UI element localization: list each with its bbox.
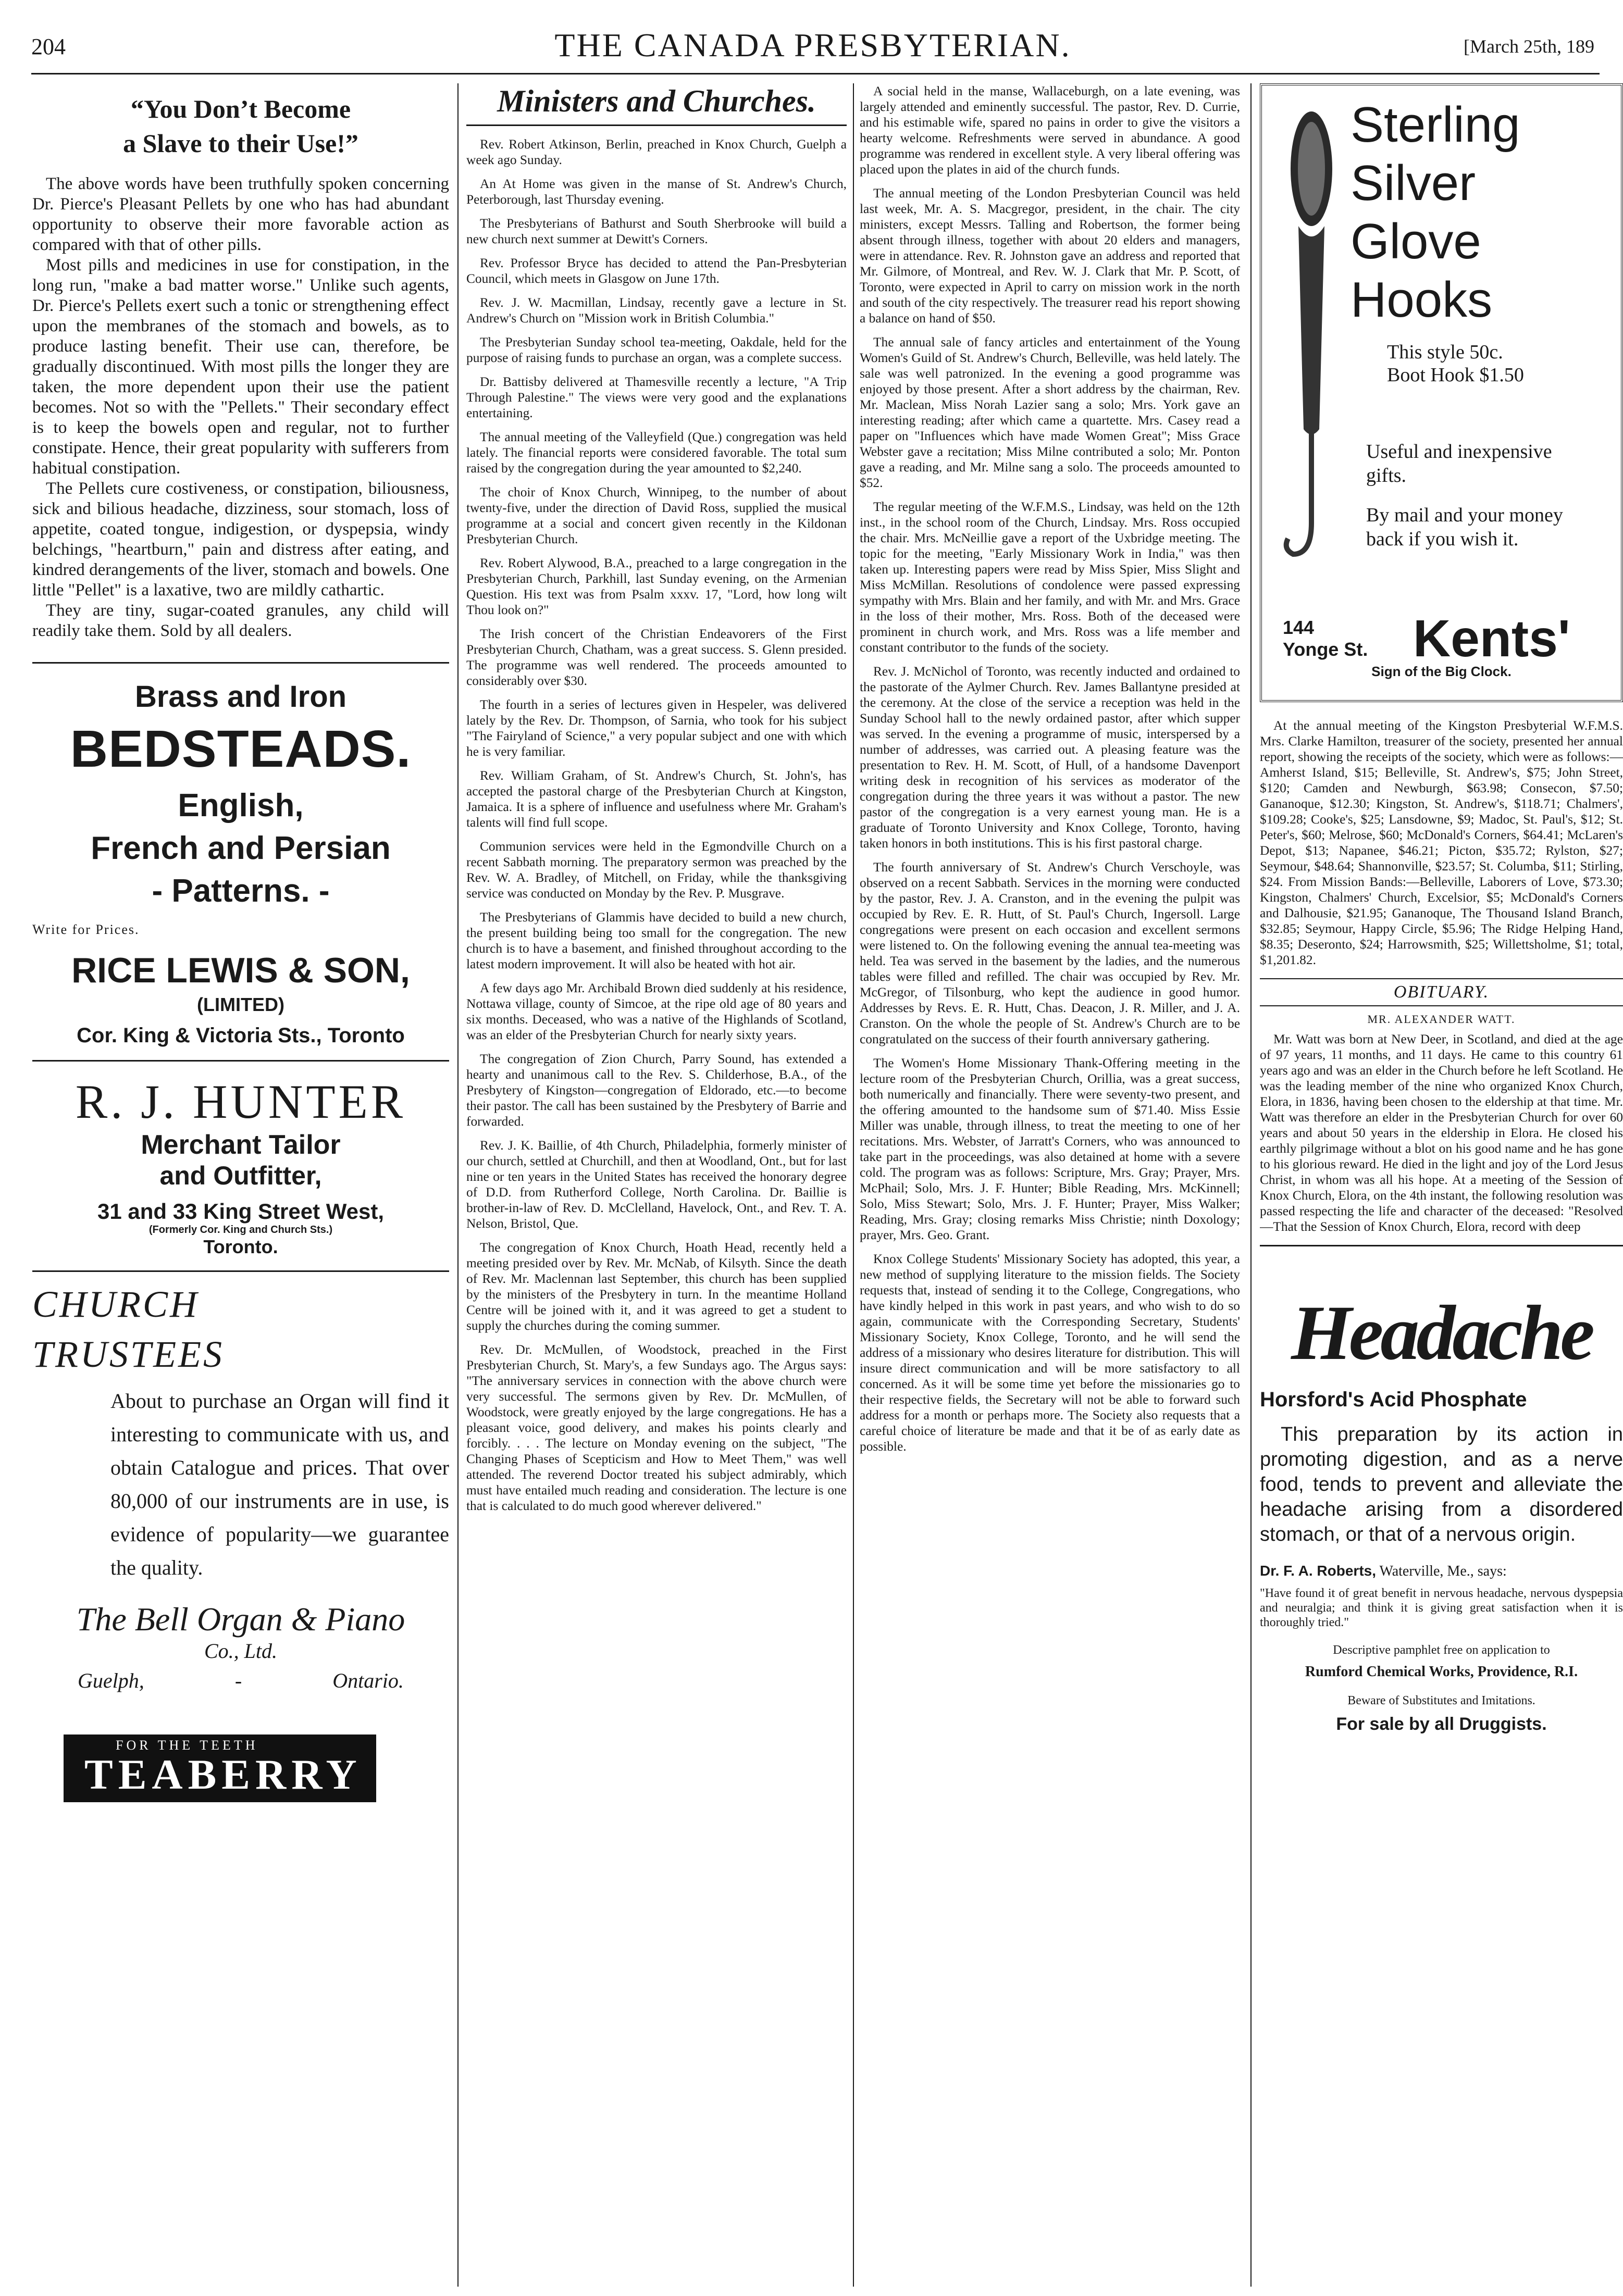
bedsteads-line3: English, (178, 788, 304, 823)
kents-address-street: Yonge St. (1283, 639, 1368, 660)
rice-lewis-firm: RICE LEWIS & SON, (71, 951, 410, 990)
bedsteads-line1: Brass and Iron (134, 680, 347, 714)
news-item: Rev. Dr. McMullen, of Woodstock, preached in the First Presbyterian Church, St. Mary's, a few Sundays ago. The Argus says: "The anniversary services in connection with the above church were very successful. The sermons given by Rev. Dr. McMullen, of Woodstock, were greatly enjoyed by the large congregations. He has a pleasant voice, good delivery, and makes his points clearly and forcibly. . . . The lecture on Monday evening on the subject, "The Changing Phases of Scepticism and How to Meet Them," was well attended. The reverend Doctor treated his subject admirably, which must have entailed much reading and consideration. The lecture is one that is calculated to do much good wherever delivered." (466, 1342, 847, 1513)
headache-headline: Headache (1291, 1290, 1592, 1376)
teaberry-brand: TEABERRY (84, 1751, 362, 1798)
pellets-paragraph: The Pellets cure costiveness, or constipation, biliousness, sick and bilious headache, dizziness, sour stomach, loss of appetite, coated tongue, indigestion, or dyspepsia, windy belchings, "heartburn," pain and distress after eating, and kindred derangements of the liver, stomach and bowels. One little "Pellet" is a laxative, two are mildly cathartic. (32, 479, 449, 600)
news-item: The Irish concert of the Christian Endeavorers of the First Presbyterian Church, Chatham, was a great success. S. Glenn presided. The programme was well rendered. The proceeds amounted to considerably over $30. (466, 627, 847, 688)
news-item: The regular meeting of the W.F.M.S., Lindsay, was held on the 12th inst., in the school room of the Church, Lindsay. Mrs. Ross occupied the chair. Mrs. McNeillie gave a report of the Uxbridge meeting. The topic for the meeting, "Early Missionary Work in India," was then taken up. Interesting papers were read by Miss Spier, Miss Slight and Miss McMillan. Resolutions of condolence were passed expressing sympathy with Mrs. Blain and her family, and with Mr. and Mrs. Grace in the loss of their mother, Mrs. Ross. Both of the deceased were prominent in church work, and Mrs. Ross was a life member and constant contributor to the funds of the society. (860, 500, 1240, 655)
church-body: About to purchase an Organ will find it interesting to communicate with us, and obtain Catalogue and prices. That over 80,000 of our instruments are in use, is evidence of popularity—we guarantee the quality. (110, 1389, 449, 1579)
horsford-product: Horsford's Acid Phosphate (1260, 1388, 1527, 1411)
pellets-ad-headline-1: “You Don’t Become (130, 94, 351, 123)
pellets-paragraph: Most pills and medicines in use for constipation, in the long run, "make a bad matter worse." Unlike such agents, Dr. Pierce's Pellets exert such a tonic or strengthening effect upon the membranes of the stomach and bowels, as to produce lasting benefit. Their use can, therefore, be gradually discontinued. With most pills the longer they are taken, the more dependent upon their use the patient becomes. Not so with the "Pellets." Their secondary effect is to keep the bowels open and regular, not to further constipate. Hence, their great popularity with sufferers from habitual constipation. (32, 256, 449, 478)
pellets-ad-headline-2: a Slave to their Use!” (123, 129, 358, 158)
hunter-city: Toronto. (203, 1236, 278, 1257)
hunter-name: R. J. HUNTER (75, 1075, 406, 1128)
news-item: The annual sale of fancy articles and entertainment of the Young Women's Guild of St. Andrew's Church, Belleville, was held lately. The sale was well patronized. In the evening a good programme was enjoyed by those present. After a short address by the chairman, Rev. Mr. Maclean, Miss Norah Lazier sang a solo; Mrs. York gave an interesting reading; after which came a quartette. Mrs. Casey read a paper on "Influences which have made Women Great"; Miss Grace Webster gave a recitation; Miss Milne contributed a solo; Mr. Ponton gave a reading, and Mr. Milne sang a solo. The proceeds amounted to $52. (860, 335, 1240, 490)
sterling-line3: Glove (1351, 214, 1481, 269)
sterling-line2: Silver (1351, 155, 1476, 211)
news-item: Communion services were held in the Egmondville Church on a recent Sabbath morning. The preparatory sermon was preached by the Rev. W. A. Bradley, of Mitchell, on Friday, while the thanksgiving service was conducted on Monday by the Rev. P. Musgrave. (466, 839, 847, 901)
bedsteads-ad (32, 662, 449, 1047)
pamphlet-offer: Descriptive pamphlet free on application to (1333, 1643, 1550, 1657)
pellets-paragraph: They are tiny, sugar-coated granules, any child will readily take them. Sold by all dealers. (32, 601, 449, 640)
sterling-line4: Hooks (1351, 272, 1493, 328)
news-item: The choir of Knox Church, Winnipeg, to the number of about twenty-five, under the direction of David Ross, supplied the musical programme at a social and concert given recently in the Kildonan Presbyterian Church. (466, 485, 847, 546)
obituary-heading: OBITUARY. (1260, 978, 1623, 1006)
for-sale-notice: For sale by all Druggists. (1336, 1714, 1547, 1734)
church-trustees-ad (32, 1270, 449, 1693)
column-d (1260, 83, 1623, 2287)
news-item: An At Home was given in the manse of St. Andrew's Church, Peterborough, last Thursday evening. (466, 177, 847, 207)
obituary-name: MR. ALEXANDER WATT. (1367, 1013, 1516, 1026)
hunter-trade2: and Outfitter, (159, 1161, 322, 1190)
useful-gifts: Useful and inexpensive gifts. (1366, 441, 1552, 486)
testimonial: "Have found it of great benefit in nervous headache, nervous dyspepsia and neuralgia; and think it is giving great satisfaction when it is thoroughly tried." (1260, 1587, 1623, 1629)
page-header (31, 26, 1594, 68)
bedsteads-line5: - Patterns. - (152, 873, 330, 909)
style-price: This style 50c. (1387, 341, 1503, 363)
hunter-trade1: Merchant Tailor (141, 1130, 341, 1160)
bedsteads-line4: French and Persian (91, 830, 391, 866)
sterling-line1: Sterling (1351, 97, 1520, 153)
news-item: Rev. Robert Alywood, B.A., preached to a large congregation in the Presbyterian Church, Parkhill, last Sunday evening, on the Armenian Question. His text was from Psalm xxxv. 17, "Lord, how long wilt Thou look on?" (466, 556, 847, 617)
column-rule-2 (853, 83, 854, 2287)
header-rule (31, 73, 1600, 74)
column-b (466, 83, 847, 2287)
news-item: Dr. Battisby delivered at Thamesville recently a lecture, "A Trip Through Palestine." The views were very good and the explanations entertaining. (466, 375, 847, 420)
news-item: The Presbyterian Sunday school tea-meeting, Oakdale, held for the purpose of raising funds to purchase an organ, was a complete success. (466, 335, 847, 365)
bedsteads-title: BEDSTEADS. (70, 720, 412, 778)
doctor-place: Waterville, Me., (1379, 1563, 1474, 1579)
big-clock-sign: Sign of the Big Clock. (1371, 664, 1512, 679)
church-heading2: TRUSTEES (32, 1333, 225, 1375)
column-rule-3 (1250, 83, 1252, 2287)
news-item: The Presbyterians of Bathurst and South Sherbrooke will build a new church next summer at Dewitt's Corners. (466, 216, 847, 246)
mail-order: By mail and your money back if you wish it. (1366, 504, 1563, 550)
column-rule-1 (457, 83, 459, 2287)
teaberry-small: FOR THE TEETH (116, 1738, 258, 1753)
news-item: The Presbyterians of Glammis have decided to build a new church, the present building being too small for the congregation. The new church is to have a basement, and finished throughout according to the latest modern improvement. It will also be heated with hot air. (466, 910, 847, 971)
kents-brand: Kents' (1413, 609, 1570, 668)
news-item: The annual meeting of the Valleyfield (Que.) congregation was held lately. The financial reports were considered favorable. The total sum raised by the congregation during the year amounted to $2,240. (466, 430, 847, 476)
hunter-formerly: (Formerly Cor. King and Church Sts.) (148, 1224, 333, 1236)
newspaper-title: THE CANADA PRESBYTERIAN. (554, 27, 1071, 64)
news-item: Knox College Students' Missionary Society has adopted, this year, a new method of supplying literature to the mission fields. The Society requests that, instead of sending it to the College, Congregations, who have kindly helped in this work in past years, and who wish to do so again, communicate with the Corresponding Secretary, Students' Missionary Society, Knox College, Toronto, and he will send the address of a missionary who desires literature for distribution. This will insure direct communication and will be more satisfactory to all concerned. As it will be some time yet before the missionaries go to their respective fields, the Secretary will not be able to forward such address for a month or perhaps more. The Society also requests that a careful choice of literature be made and that it be of as early date as possible. (860, 1252, 1240, 1454)
rice-lewis-limited: (LIMITED) (197, 994, 284, 1015)
doctor-says: says: (1477, 1563, 1507, 1579)
horsford-body: This preparation by its action in promoting digestion, and as a nerve food, tends to prevent and alleviate the headache arising from a disordered stomach, or that of a nervous origin. (1260, 1424, 1623, 1545)
rumford-works: Rumford Chemical Works, Providence, R.I. (1305, 1664, 1578, 1680)
glove-hook-illustration (1283, 106, 1340, 575)
ministers-heading: Ministers and Churches. (466, 83, 847, 126)
column-a (32, 83, 449, 2281)
news-item: Rev. William Graham, of St. Andrew's Church, St. John's, has accepted the pastoral charge of the Presbyterian Church at Kingston, Jamaica. It is a sphere of influence and usefulness where Mr. Graham's talents will find full scope. (466, 768, 847, 830)
teaberry-ad (64, 1735, 376, 1802)
bell-organ-co: Co., Ltd. (204, 1639, 278, 1663)
doctor-name: Dr. F. A. Roberts, (1260, 1563, 1377, 1579)
news-item: Rev. J. K. Baillie, of 4th Church, Philadelphia, formerly minister of our church, settled at Churchill, and then at Woodland, Ont., but for last nine or ten years in the United States has received the honorary degree of D.D. from Rutherford College, North Carolina. Dr. Baillie is brother-in-law of Rev. D. McClelland, Havelock, Ont., and Rev. T. A. Nelson, Bristol, Que. (466, 1138, 847, 1231)
bell-organ-dash: - (234, 1669, 242, 1692)
news-item: Rev. Robert Atkinson, Berlin, preached in Knox Church, Guelph a week ago Sunday. (466, 137, 847, 167)
news-item: A few days ago Mr. Archibald Brown died suddenly at his residence, Nottawa village, county of Simcoe, at the ripe old age of 80 years and six months. Deceased, who was a native of the Highlands of Scotland, was an elder of the Presbyterian Church for nearly sixty years. (466, 981, 847, 1042)
news-item: Rev. J. W. Macmillan, Lindsay, recently gave a lecture in St. Andrew's Church on "Mission work in British Columbia." (466, 295, 847, 326)
column-c (860, 83, 1240, 2287)
news-item: The congregation of Zion Church, Parry Sound, has extended a hearty and unanimous call to the Rev. S. Childerhose, B.A., of the Presbytery of Kingston—congregation of Eldorado, etc.—to become their pastor. The call has been sustained by the Presbytery of Barrie and forwarded. (466, 1052, 847, 1129)
bell-organ-province: Ontario. (332, 1669, 404, 1692)
kents-address-number: 144 (1283, 617, 1315, 638)
news-item: The fourth in a series of lectures given in Hespeler, was delivered lately by the Rev. Dr. Thompson, of Sarnia, who took for his subject "The Fairyland of Science," a very popular subject and one with which he is very familiar. (466, 697, 847, 759)
news-item: Rev. Professor Bryce has decided to attend the Pan-Presbyterian Council, which meets in Glasgow on June 17th. (466, 256, 847, 286)
kingston-report: At the annual meeting of the Kingston Presbyterial W.F.M.S. Mrs. Clarke Hamilton, treasurer of the society, presented her annual report, showing the receipts of the society, which were as follows:—Amherst Island, $15; Belleville, St. Andrew's, $75; John Street, $120; Camden and Newburgh, $63.98; Consecon, $7.50; Gananoque, $12.30; Kingston, St. Andrew's, $118.71; Chalmers', $109.28; Cooke's, $25; Lansdowne, $9; Madoc, St. Paul's, $12; St. Peter's, $60; Melrose, $60; McDonald's Corners, $64.41; McLaren's Depot, $13; Napanee, $46.21; Picton, $35.72; Rylston, $27; Seymour, $48.64; Shannonville, $23.57; St. Columba, $11; Stirling, $24. From Mission Bands:—Belleville, Laborers of Love, $73.30; Kingston, Chalmers' Church, Excelsior, $5; McDonald's Corners and Dalhousie, $21.95; Gananoque, The Thousand Island Branch, $32.85; Seymour, Happy Circle, $5.96; The Ridge Helping Hand, $8.35; Deseronto, $24; Harrowsmith, $25; Willettsholme, $1; total, $1,201.82. (1260, 718, 1623, 967)
page-number: 204 (31, 34, 66, 59)
issue-date: [March 25th, 189 (1464, 36, 1594, 57)
bell-organ-city: Guelph, (78, 1669, 144, 1692)
news-item: The annual meeting of the London Presbyterian Council was held last week, Mr. A. S. Macgregor, president, in the chair. The city ministers, except Messrs. Talling and Robertson, the former being absent through illness, together with about 20 elders and managers, were in attendance. Rev. R. Johnston gave an address and reported that Mr. Gilmore, of Montreal, and Rev. W. J. Clark that Mr. P. Scott, of Toronto, were expected in April to carry on mission work in the north and south of the city respectively. The treasurer read his report showing a balance on hand of $50. (860, 186, 1240, 326)
news-item: A social held in the manse, Wallaceburgh, on a late evening, was largely attended and eminently successful. The pastor, Rev. D. Currie, and his estimable wife, spared no pains in order to give the visitors a hearty welcome. Refreshments were served in abundance. A good programme was rendered in excellent style. A very liberal offering was placed upon the plates in aid of the church funds. (860, 84, 1240, 177)
kents-glove-hooks-ad (1260, 83, 1623, 702)
pellets-paragraph: The above words have been truthfully spoken concerning Dr. Pierce's Pleasant Pellets by one who has had abundant opportunity to observe their more favorable action as compared with that of other pills. (32, 174, 449, 254)
boot-hook-price: Boot Hook $1.50 (1387, 364, 1524, 386)
hunter-street: 31 and 33 King Street West, (97, 1199, 385, 1224)
news-item: The fourth anniversary of St. Andrew's Church Verschoyle, was observed on a recent Sabbath. Services in the morning were conducted by the pastor, Rev. J. A. Cranston, and in the evening the pulpit was occupied by Rev. E. R. Hutt, of St. Paul's Church, Ingersoll. Large congregations were present on each occasion and excellent sermons were listened to. On the following evening the annual tea-meeting was held. Tea was served in the basement by the ladies, and the numerous tables were filled and refilled. The chair was occupied by Rev. Mr. McGregor, of Tilsonburg, who kept the audience in good humor. Addresses by Revs. E. R. Hutt, Chas. Deacon, J. R. Miller, and J. A. Cranston. On the whole the people of St. Andrew's Church are to be congratulated on the success of their fourth anniversary gathering. (860, 860, 1240, 1046)
rice-lewis-address: Cor. King & Victoria Sts., Toronto (77, 1024, 405, 1047)
church-heading1: CHURCH (32, 1283, 200, 1325)
news-item: The Women's Home Missionary Thank-Offering meeting in the lecture room of the Presbyterian Church, Orillia, was a great success, both numerically and financially. There were seventy-two present, and the offering amounted to the handsome sum of $71.40. Miss Essie Miller was unable, through illness, to treat the meeting to one of her recitations. Mrs. Webster, of Jarratt's Corners, who was announced to take part in the proceedings, was also detained at home with a severe cold. The program was as follows: Scripture, Mrs. Gray; Prayer, Mrs. McPhail; Solo, Mrs. J. F. Hunter; Bible Reading, Mrs. McKinnell; Solo, Miss Stewart; Solo, Mrs. J. F. Hunter; Prayer, Miss Walker; Reading, Mrs. Gray; closing remarks Miss Christie; ninth Doxology; prayer, Mrs. Geo. Grant. (860, 1056, 1240, 1242)
news-item: Rev. J. McNichol of Toronto, was recently inducted and ordained to the pastorate of the Aylmer Church. Rev. James Ballantyne presided at the ceremony. At the close of the service a reception was held in the Sunday School hall to the newly ordained pastor, after which supper was served. In the evening a programme of music, interspersed by a number of addresses, was carried out. A pleasing feature was the presentation to Rev. H. M. Scott, of Hull, of a handsome Davenport writing desk in recognition of his services as moderator of the congregation during the three years it was without a pastor. The new pastor of the congregation is a very earnest young man. He is a graduate of Toronto University and Knox College, Toronto, having taken honors in both institutions. This is his first pastoral charge. (860, 664, 1240, 851)
beware-notice: Beware of Substitutes and Imitations. (1347, 1694, 1535, 1707)
write-for-prices: Write for Prices. (32, 922, 140, 937)
obituary-body: Mr. Watt was born at New Deer, in Scotland, and died at the age of 97 years, 11 months, and 11 days. He came to this country 61 years ago and was an elder in the Church before he left Scotland. He was the leading member of the nine who organized Knox Church, Elora, in 1836, having been chosen to the eldership at that time. Mr. Watt was therefore an elder in the Presbyterian Church for over 60 years and about 50 years in the eldership in Elora. He closed his earthly pilgrimage without a blot on his good name and he has gone to his glorious reward. He died in the light and joy of the Lord Jesus Christ, in whom was all his hope. At a meeting of the Session of Knox Church, Elora, on the 4th instant, the following resolution was passed respecting the life and character of the deceased: "Resolved—That the Session of Knox Church, Elora, record with deep (1260, 1032, 1623, 1234)
news-item: The congregation of Knox Church, Hoath Head, recently held a meeting presided over by Rev. Mr. McNab, of Kilsyth. Since the death of Rev. Mr. Maclennan last September, this church has been supplied by the ministers of the Presbytery in turn. In the meantime Holland Centre will be joined with it, and it was agreed to get a student to supply the churches during the coming summer. (466, 1240, 847, 1333)
bell-organ-company: The Bell Organ & Piano (76, 1601, 405, 1638)
hunter-ad (32, 1060, 449, 1258)
